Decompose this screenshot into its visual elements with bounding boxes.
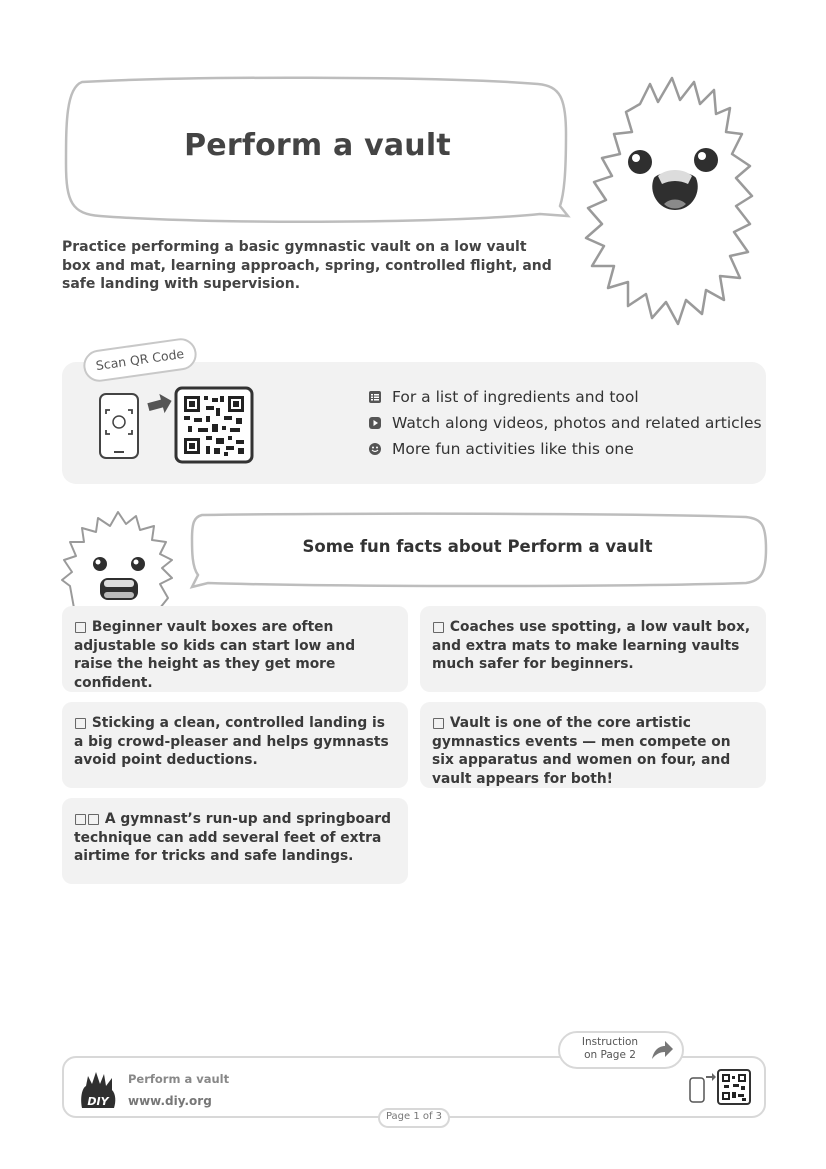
fact-text: □ Sticking a clean, controlled landing is a big crowd-pleaser and helps gymnasts avoid point deductions. [74,715,389,768]
facts-heading: Some fun facts about Perform a vault [302,537,653,556]
qr-feature-ingredients [368,386,639,408]
footer-url-link[interactable]: www.diy.org [128,1094,212,1108]
fact-text: □ Coaches use spotting, a low vault box, and extra mats to make learning vaults much safer for beginners. [432,619,751,672]
fact-card [62,702,408,788]
footer-qr-illustration [688,1068,752,1106]
fact-text: □ Vault is one of the core artistic gymnastics events — men compete on six apparatus and women on four, and vault appears for both! [432,715,731,787]
smiley-icon [368,442,382,456]
page-title: Perform a vault [184,128,451,163]
footer-activity-title: Perform a vault [128,1072,230,1086]
intro-paragraph: Practice performing a basic gymnastic vault on a low vault box and mat, learning approach, spring, controlled flight, and safe landing with supervision. [62,239,552,292]
fact-card [420,702,766,788]
qr-feature-text: For a list of ingredients and tool [392,388,639,406]
mascot-small-illustration [60,508,178,608]
page-indicator: Page 1 of 3 [385,1111,443,1122]
fact-card [62,606,408,692]
qr-feature-videos [368,412,762,434]
qr-feature-text: Watch along videos, photos and related articles [392,414,762,432]
qr-feature-activities [368,438,634,460]
instruction-label: Instruction on Page 2 [581,1036,639,1061]
fact-card [62,798,408,884]
list-icon [368,390,382,404]
fact-text: □ Beginner vault boxes are often adjustable so kids can start low and raise the height as they get more confident. [74,619,356,691]
svg-text:DIY: DIY [87,1095,109,1108]
play-icon [368,416,382,430]
mascot-illustration [580,74,770,330]
share-arrow-icon [650,1039,674,1061]
diy-logo [76,1068,120,1112]
fact-card [420,606,766,692]
qr-feature-text: More fun activities like this one [392,440,634,458]
phone-scan-illustration [96,384,256,466]
fact-text: □□ A gymnast’s run-up and springboard technique can add several feet of extra airtime for tricks and safe landings. [74,811,391,864]
scan-qr-label: Scan QR Code [94,345,185,374]
